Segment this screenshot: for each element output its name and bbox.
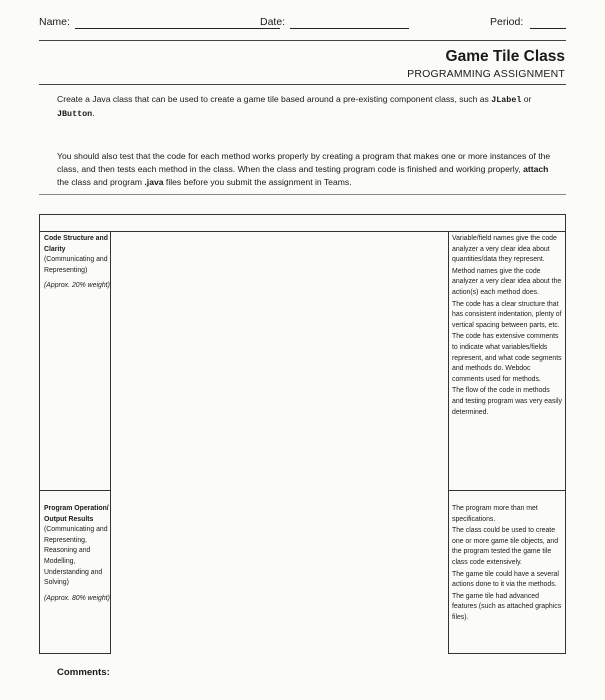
page-title: Game Tile Class bbox=[445, 48, 565, 65]
rubric-row2-descriptors bbox=[452, 504, 562, 625]
intro-text: Create a Java class that can be used to create a game tile based around a pre-existing component class, such as bbox=[57, 94, 492, 104]
intro-period: . bbox=[92, 108, 95, 118]
rubric-row2-criterion bbox=[44, 504, 110, 604]
instructions-divider bbox=[39, 194, 566, 195]
rubric-row1-criterion bbox=[44, 234, 110, 292]
comments-label: Comments: bbox=[57, 667, 110, 678]
intro-or: or bbox=[521, 94, 532, 104]
row2-criterion-item: The game tile had advanced features (such as attached graphics files). bbox=[452, 592, 562, 621]
name-blank-line bbox=[75, 28, 280, 29]
instructions-attach: attach bbox=[523, 164, 549, 174]
instructions-end: files before you submit the assignment in Teams. bbox=[163, 177, 352, 187]
row1-criterion-item: The flow of the code in methods and testing program was very easily determined. bbox=[452, 387, 562, 416]
rubric-header-strip bbox=[39, 214, 566, 232]
intro-code-jbutton: JButton bbox=[57, 109, 93, 119]
instructions-text: You should also test that the code for each method works properly by creating a program that makes one or more instances of the class, and then tests each method in the class. When the class and testing program code is finished and working properly, bbox=[57, 151, 551, 174]
row1-criterion-item: The code has extensive comments to indicate what variables/fields represent, and what code segments and methods do. Webdoc comments used for methods. bbox=[452, 333, 562, 383]
row1-criterion-item: The code has a clear structure that has consistent indentation, plenty of vertical spacing between parts, etc. bbox=[452, 300, 562, 329]
title-divider bbox=[39, 84, 566, 85]
period-label: Period: bbox=[490, 16, 524, 28]
row-divider-right bbox=[448, 490, 566, 491]
instructions-mid: the class and program bbox=[57, 177, 145, 187]
intro-code-jlabel: JLabel bbox=[491, 95, 522, 105]
row-divider-left bbox=[39, 490, 111, 491]
row1-criterion-item: Variable/field names give the code analyzer a very clear idea about quantities/data they represent. bbox=[452, 235, 557, 264]
row1-title: Code Structure and Clarity bbox=[44, 235, 108, 253]
instructions-paragraph bbox=[57, 150, 557, 189]
row2-criterion-item: The program more than met specifications. bbox=[452, 505, 538, 523]
name-label: Name: bbox=[39, 16, 70, 28]
header-divider bbox=[39, 40, 566, 41]
rubric-table bbox=[39, 214, 566, 654]
date-label: Date: bbox=[260, 16, 286, 28]
row2-sub: (Communicating and Representing, Reasoning and Modelling, Understanding and Solving) bbox=[44, 526, 108, 587]
row1-criterion-item: Method names give the code analyzer a very clear idea about the action(s) each method does. bbox=[452, 267, 562, 296]
row2-criterion-item: The class could be used to create one or more game tile objects, and the program tested the game tile class code extensively. bbox=[452, 527, 559, 566]
period-blank-line bbox=[530, 28, 566, 29]
page-subtitle: PROGRAMMING ASSIGNMENT bbox=[407, 68, 565, 80]
date-blank-line bbox=[290, 28, 409, 29]
row2-criterion-item: The game tile could have a several actions done to it via the methods. bbox=[452, 570, 559, 589]
row2-title: Program Operation/ Output Results bbox=[44, 505, 109, 523]
row1-weight: (Approx. 20% weight) bbox=[44, 282, 110, 290]
instructions-java: .java bbox=[144, 177, 164, 187]
table-bottom-right bbox=[448, 653, 566, 654]
row2-weight: (Approx. 80% weight) bbox=[44, 594, 110, 602]
row1-sub: (Communicating and Representing) bbox=[44, 256, 108, 274]
intro-paragraph bbox=[57, 93, 557, 121]
rubric-row1-descriptors bbox=[452, 234, 562, 419]
table-bottom-left bbox=[39, 653, 111, 654]
